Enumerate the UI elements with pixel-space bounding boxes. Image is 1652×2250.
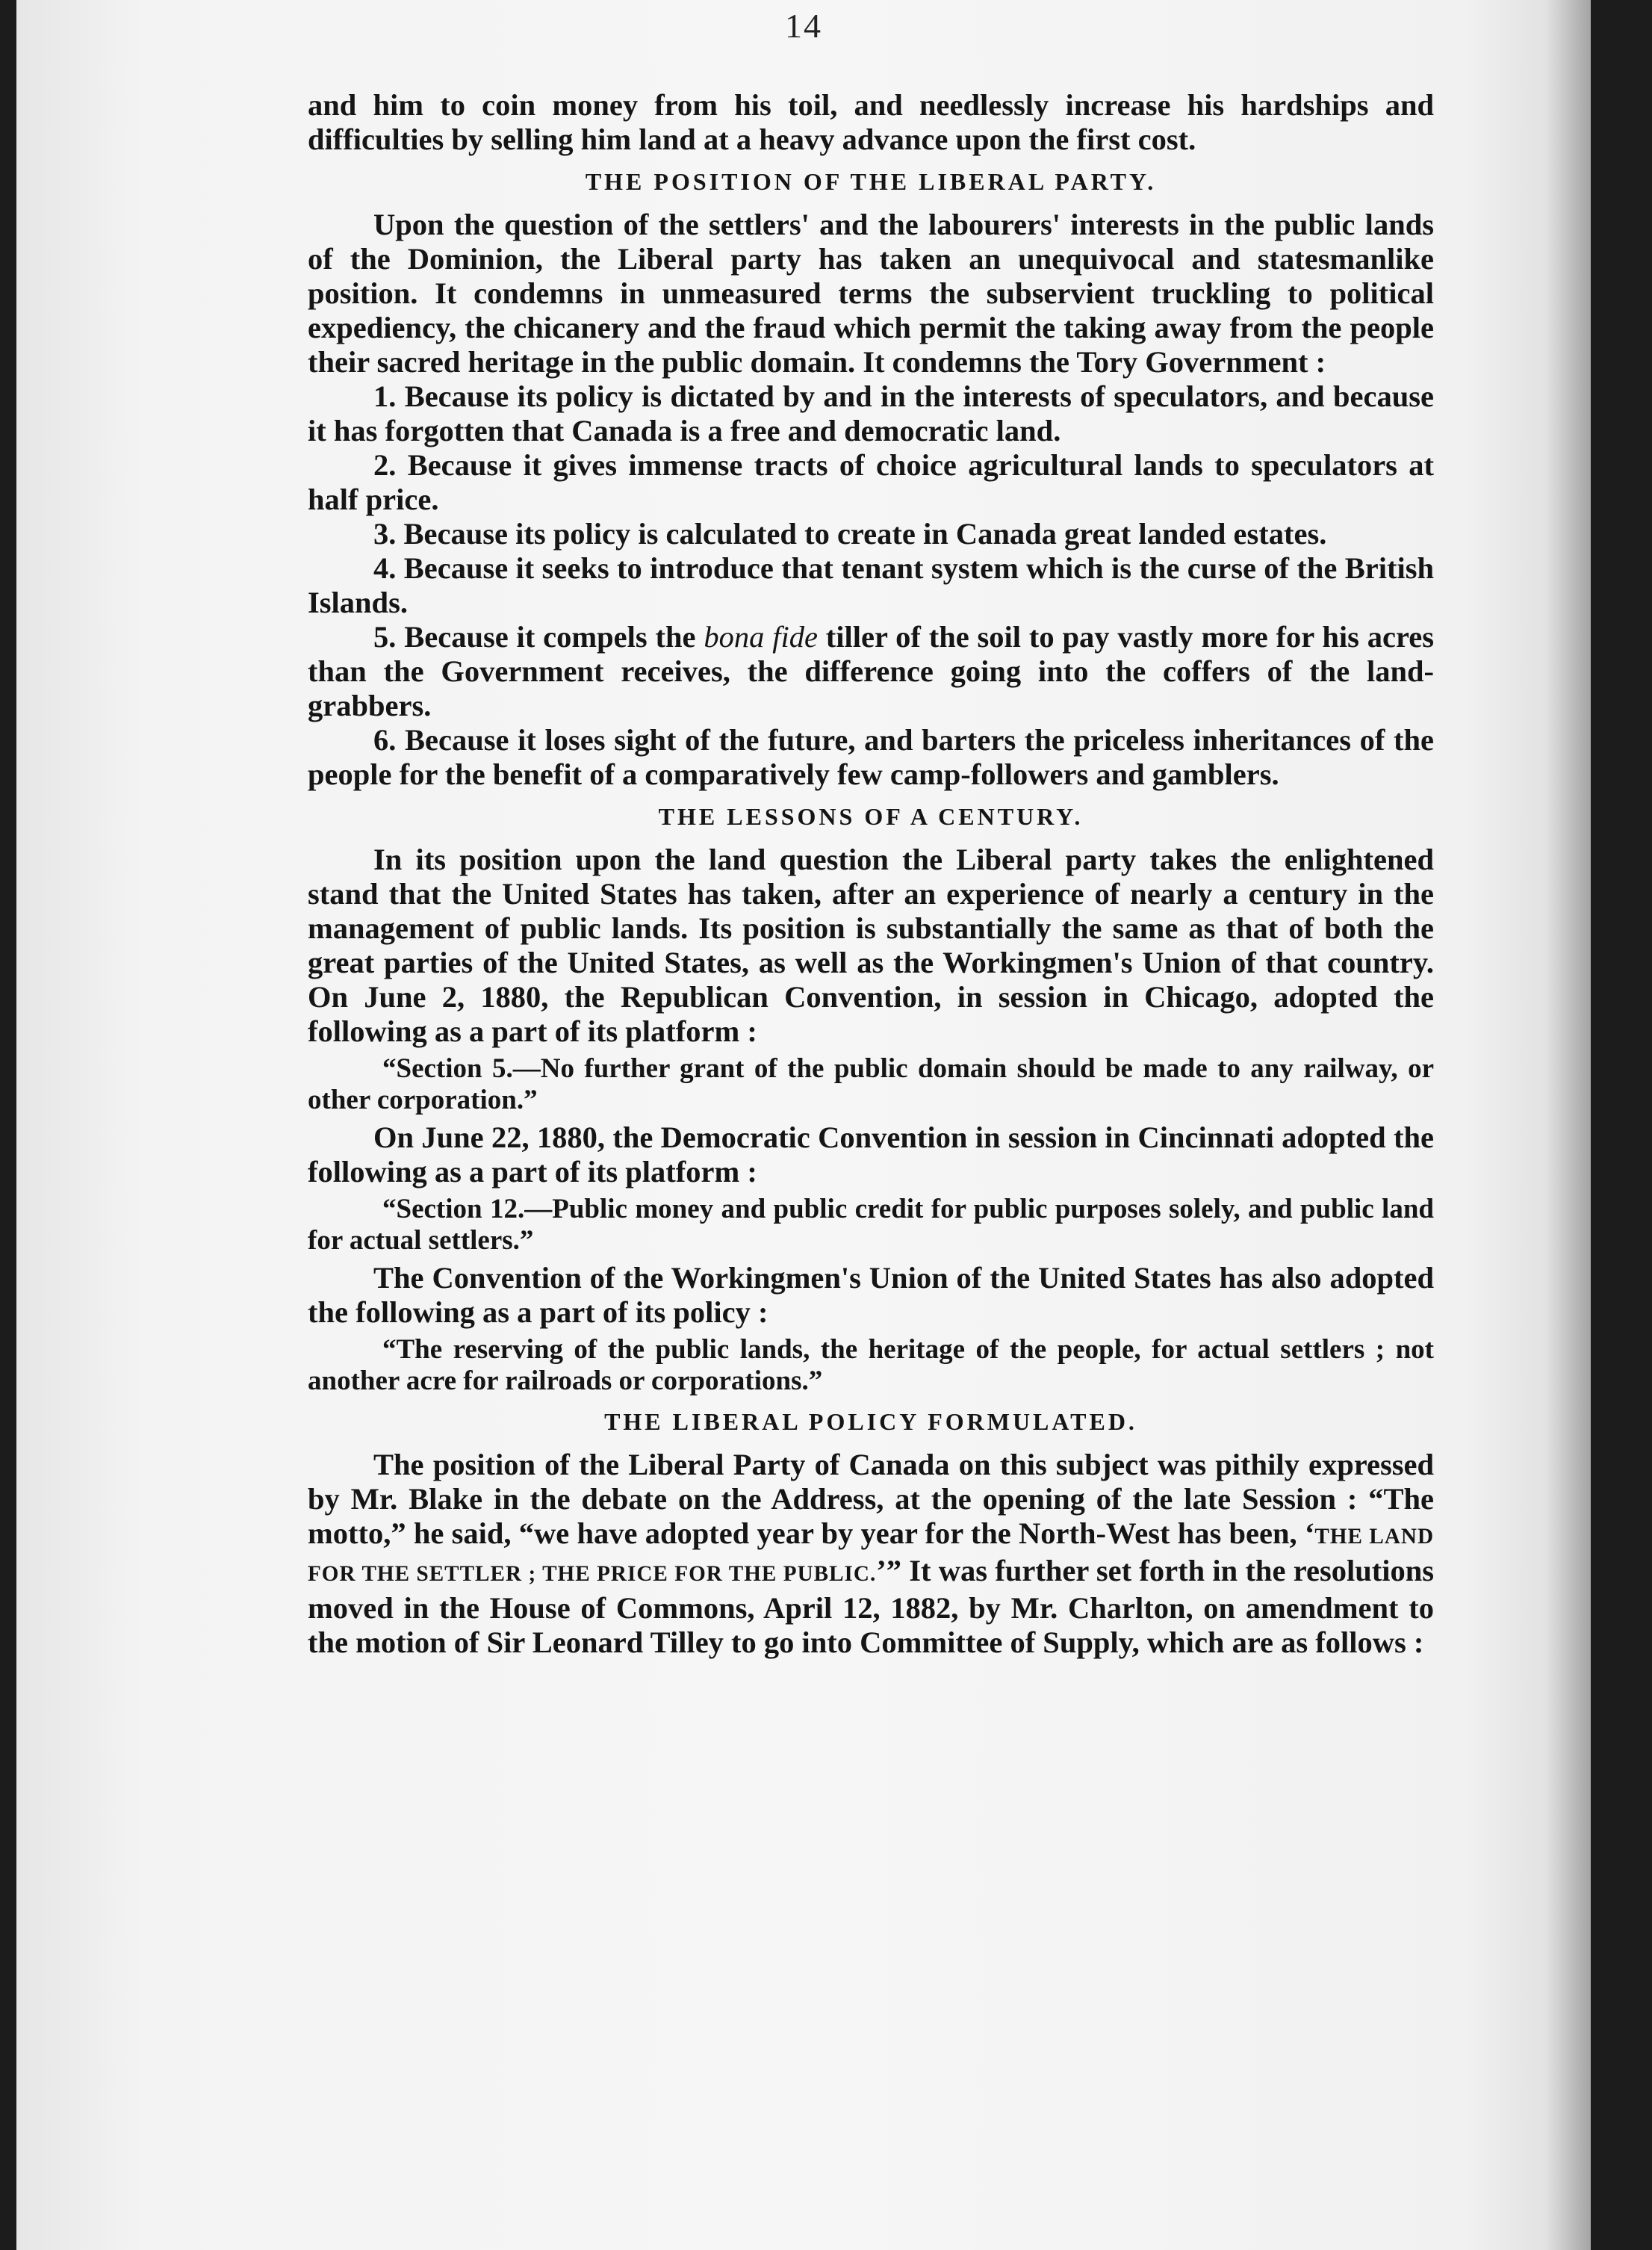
policy-text-start: The position of the Liberal Party of Canada on this subject was pithily expressed by Mr. Blake in the debate on the Address, at the opening of the late Session : “The motto,” he said, “we have adopted year by year for the North-West has been, ‘	[308, 1448, 1434, 1550]
item-5-text-end: tiller of the soil to pay vastly more for his acres than the Government receives, the difference going into the coffers of the land-grabbers.	[308, 620, 1434, 722]
condemnation-item-2: 2. Because it gives immense tracts of choice agricultural lands to speculators at half price.	[308, 448, 1434, 516]
section-heading-position: THE POSITION OF THE LIBERAL PARTY.	[585, 168, 1157, 195]
section-heading-lessons: THE LESSONS OF A CENTURY.	[658, 803, 1084, 830]
republican-quote: “Section 5.—No further grant of the public domain should be made to any railway, or other corporation.”	[308, 1053, 1434, 1115]
position-paragraph: Upon the question of the settlers' and the labourers' interests in the public lands of the Dominion, the Liberal party has taken an unequivocal and statesmanlike position. It condemns in unmeasured terms the subservient truckling to political expediency, the chicanery and the fraud which permit the taking away from the people their sacred heritage in the public domain. It condemns the Tory Government :	[308, 208, 1434, 379]
condemnation-item-1: 1. Because its policy is dictated by and in the interests of speculators, and because it has forgotten that Canada is a free and democratic land.	[308, 379, 1434, 447]
intro-paragraph: and him to coin money from his toil, and needlessly increase his hardships and difficulties by selling him land at a heavy advance upon the first cost.	[308, 88, 1434, 156]
page-edge-shadow	[1546, 0, 1591, 2250]
policy-text-end: ’” It was further set forth in the resolutions moved in the House of Commons, April 12, 1882, by Mr. Charlton, on amendment to the motion of Sir Leonard Tilley to go into Committee of Supply, which are as follows :	[308, 1554, 1434, 1659]
condemnation-item-4: 4. Because it seeks to introduce that tenant system which is the curse of the British Islands.	[308, 551, 1434, 619]
democratic-quote: “Section 12.—Public money and public credit for public purposes solely, and public land for actual settlers.”	[308, 1194, 1434, 1256]
lessons-paragraph-2: On June 22, 1880, the Democratic Convention in session in Cincinnati adopted the following as a part of its platform :	[308, 1121, 1434, 1188]
policy-paragraph	[308, 1448, 1434, 1660]
condemnation-item-5	[308, 620, 1434, 723]
page-content	[308, 88, 1434, 1660]
condemnation-item-3: 3. Because its policy is calculated to create in Canada great landed estates.	[373, 517, 1327, 551]
lessons-paragraph-3: The Convention of the Workingmen's Union of the United States has also adopted the following as a part of its policy :	[308, 1261, 1434, 1329]
document-page	[16, 0, 1591, 2250]
page-number: 14	[785, 7, 822, 45]
lessons-paragraph-1: In its position upon the land question the Liberal party takes the enlightened stand that the United States has taken, after an experience of nearly a century in the management of public lands. Its position is substantially the same as that of both the great parties of the United States, as well as the Workingmen's Union of that country. On June 2, 1880, the Republican Convention, in session in Chicago, adopted the following as a part of its platform :	[308, 843, 1434, 1048]
policy-motto: THE LAND FOR THE SETTLER ; THE PRICE FOR THE PUBLIC.	[308, 1525, 1434, 1586]
section-heading-policy: THE LIBERAL POLICY FORMULATED.	[604, 1408, 1137, 1435]
item-5-text-start: 5. Because it compels the	[373, 620, 704, 654]
condemnation-item-6: 6. Because it loses sight of the future, and barters the priceless inheritances of the people for the benefit of a comparatively few camp-followers and gamblers.	[308, 723, 1434, 791]
item-5-italic-phrase: bona fide	[704, 620, 818, 654]
workingmen-quote: “The reserving of the public lands, the heritage of the people, for actual settlers ; not another acre for railroads or corporations.”	[308, 1334, 1434, 1396]
